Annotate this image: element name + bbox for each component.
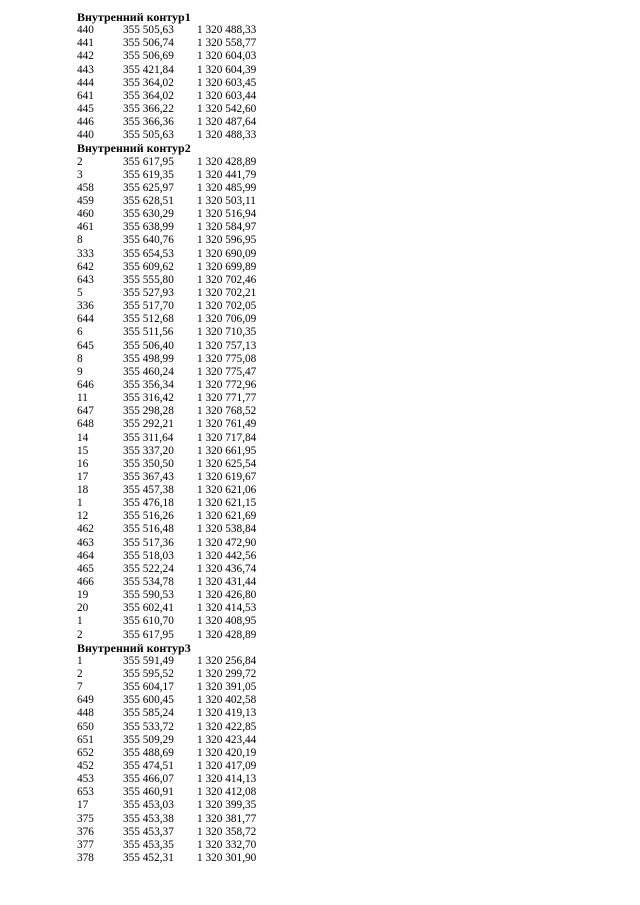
point-number: 14 [77, 431, 89, 444]
coordinate-row [77, 445, 397, 458]
x-coordinate: 355 640,76 [123, 234, 174, 247]
x-coordinate: 355 337,20 [123, 444, 174, 457]
x-coordinate: 355 590,53 [123, 589, 174, 602]
coordinate-row [77, 379, 397, 392]
coordinate-row [77, 668, 397, 681]
point-number: 464 [77, 549, 94, 562]
x-coordinate: 355 457,38 [123, 484, 174, 497]
point-number: 1 [77, 654, 83, 667]
x-coordinate: 355 506,69 [123, 50, 174, 63]
coordinate-row [77, 64, 397, 77]
y-coordinate: 1 320 503,11 [197, 194, 256, 207]
contour-section [77, 142, 397, 641]
x-coordinate: 355 367,43 [123, 470, 174, 483]
coordinate-row [77, 497, 397, 510]
point-number: 448 [77, 707, 94, 720]
x-coordinate: 355 625,97 [123, 181, 174, 194]
y-coordinate: 1 320 428,89 [197, 155, 257, 168]
x-coordinate: 355 517,70 [123, 300, 174, 313]
y-coordinate: 1 320 775,08 [197, 352, 257, 365]
y-coordinate: 1 320 717,84 [197, 431, 257, 444]
point-number: 458 [77, 181, 94, 194]
y-coordinate: 1 320 702,05 [197, 300, 257, 313]
x-coordinate: 355 619,35 [123, 168, 174, 181]
x-coordinate: 355 516,26 [123, 510, 174, 523]
x-coordinate: 355 585,24 [123, 707, 174, 720]
coordinate-row [77, 563, 397, 576]
x-coordinate: 355 452,31 [123, 852, 174, 864]
x-coordinate: 355 517,36 [123, 536, 174, 549]
x-coordinate: 355 617,95 [123, 155, 174, 168]
y-coordinate: 1 320 621,06 [197, 484, 257, 497]
point-number: 9 [77, 365, 83, 378]
coordinate-row [77, 169, 397, 182]
y-coordinate: 1 320 441,79 [197, 168, 257, 181]
x-coordinate: 355 498,99 [123, 352, 174, 365]
point-number: 17 [77, 470, 89, 483]
y-coordinate: 1 320 408,95 [197, 615, 257, 628]
x-coordinate: 355 506,74 [123, 37, 174, 50]
y-coordinate: 1 320 516,94 [197, 208, 257, 221]
point-number: 652 [77, 746, 94, 759]
y-coordinate: 1 320 625,54 [197, 457, 257, 470]
coordinate-row [77, 340, 397, 353]
point-number: 8 [77, 352, 83, 365]
y-coordinate: 1 320 417,09 [197, 760, 257, 773]
coordinate-row [77, 129, 397, 142]
x-coordinate: 355 460,91 [123, 786, 174, 799]
y-coordinate: 1 320 542,60 [197, 102, 257, 115]
x-coordinate: 355 474,51 [123, 760, 174, 773]
point-number: 461 [77, 221, 94, 234]
coordinate-row [77, 523, 397, 536]
coordinate-row [77, 432, 397, 445]
point-number: 643 [77, 273, 94, 286]
point-number: 2 [77, 628, 83, 641]
point-number: 645 [77, 339, 94, 352]
y-coordinate: 1 320 761,49 [197, 418, 257, 431]
x-coordinate: 355 421,84 [123, 63, 174, 76]
point-number: 333 [77, 247, 94, 260]
x-coordinate: 355 602,41 [123, 602, 174, 615]
point-number: 15 [77, 444, 89, 457]
contour-section [77, 11, 397, 142]
y-coordinate: 1 320 414,53 [197, 602, 257, 615]
coordinate-document [77, 11, 397, 865]
coordinate-row [77, 313, 397, 326]
coordinate-row [77, 287, 397, 300]
coordinate-row [77, 182, 397, 195]
y-coordinate: 1 320 702,21 [197, 286, 257, 299]
x-coordinate: 355 609,62 [123, 260, 174, 273]
point-number: 16 [77, 457, 89, 470]
y-coordinate: 1 320 604,03 [197, 50, 257, 63]
y-coordinate: 1 320 488,33 [197, 24, 257, 37]
coordinate-row [77, 826, 397, 839]
point-number: 641 [77, 89, 94, 102]
x-coordinate: 355 356,34 [123, 378, 174, 391]
point-number: 440 [77, 129, 94, 142]
coordinate-row [77, 326, 397, 339]
coordinate-row [77, 208, 397, 221]
y-coordinate: 1 320 419,13 [197, 707, 257, 720]
coordinate-row [77, 707, 397, 720]
y-coordinate: 1 320 431,44 [197, 576, 257, 589]
coordinate-row [77, 786, 397, 799]
coordinate-row [77, 484, 397, 497]
point-number: 377 [77, 838, 94, 851]
coordinate-row [77, 405, 397, 418]
point-number: 642 [77, 260, 94, 273]
x-coordinate: 355 595,52 [123, 668, 174, 681]
y-coordinate: 1 320 423,44 [197, 733, 257, 746]
x-coordinate: 355 453,38 [123, 812, 174, 825]
y-coordinate: 1 320 358,72 [197, 825, 257, 838]
x-coordinate: 355 617,95 [123, 628, 174, 641]
point-number: 376 [77, 825, 94, 838]
point-number: 1 [77, 615, 83, 628]
x-coordinate: 355 488,69 [123, 746, 174, 759]
x-coordinate: 355 604,17 [123, 681, 174, 694]
point-number: 462 [77, 523, 94, 536]
point-number: 20 [77, 602, 89, 615]
coordinate-row [77, 694, 397, 707]
point-number: 651 [77, 733, 94, 746]
point-number: 3 [77, 168, 83, 181]
x-coordinate: 355 453,03 [123, 799, 174, 812]
contour-section [77, 642, 397, 865]
x-coordinate: 355 522,24 [123, 562, 174, 575]
point-number: 644 [77, 313, 94, 326]
point-number: 19 [77, 589, 89, 602]
point-number: 8 [77, 234, 83, 247]
point-number: 441 [77, 37, 94, 50]
x-coordinate: 355 654,53 [123, 247, 174, 260]
coordinate-row [77, 90, 397, 103]
coordinate-row [77, 221, 397, 234]
point-number: 18 [77, 484, 89, 497]
y-coordinate: 1 320 488,33 [197, 129, 257, 142]
point-number: 7 [77, 681, 83, 694]
coordinate-row [77, 681, 397, 694]
x-coordinate: 355 364,02 [123, 89, 174, 102]
coordinate-row [77, 839, 397, 852]
x-coordinate: 355 453,37 [123, 825, 174, 838]
coordinate-row [77, 589, 397, 602]
point-number: 378 [77, 852, 94, 864]
point-number: 11 [77, 392, 88, 405]
coordinate-row [77, 550, 397, 563]
x-coordinate: 355 511,56 [123, 326, 174, 339]
y-coordinate: 1 320 256,84 [197, 654, 257, 667]
y-coordinate: 1 320 381,77 [197, 812, 257, 825]
y-coordinate: 1 320 775,47 [197, 365, 257, 378]
y-coordinate: 1 320 428,89 [197, 628, 257, 641]
coordinate-row [77, 353, 397, 366]
point-number: 646 [77, 378, 94, 391]
coordinate-row [77, 852, 397, 865]
coordinate-row [77, 458, 397, 471]
y-coordinate: 1 320 412,08 [197, 786, 257, 799]
point-number: 466 [77, 576, 94, 589]
point-number: 5 [77, 286, 83, 299]
coordinate-row [77, 615, 397, 628]
x-coordinate: 355 509,29 [123, 733, 174, 746]
coordinate-row [77, 24, 397, 37]
x-coordinate: 355 505,63 [123, 129, 174, 142]
y-coordinate: 1 320 299,72 [197, 668, 257, 681]
coordinate-row [77, 261, 397, 274]
coordinate-row [77, 116, 397, 129]
x-coordinate: 355 460,24 [123, 365, 174, 378]
coordinate-row [77, 77, 397, 90]
coordinate-row [77, 50, 397, 63]
coordinate-row [77, 156, 397, 169]
coordinate-row [77, 248, 397, 261]
y-coordinate: 1 320 301,90 [197, 852, 257, 864]
coordinate-row [77, 195, 397, 208]
y-coordinate: 1 320 621,15 [197, 497, 257, 510]
coordinate-row [77, 537, 397, 550]
y-coordinate: 1 320 422,85 [197, 720, 257, 733]
y-coordinate: 1 320 487,64 [197, 116, 257, 129]
point-number: 1 [77, 497, 83, 510]
section-title: Внутренний контур2 [77, 141, 191, 156]
y-coordinate: 1 320 426,80 [197, 589, 257, 602]
coordinate-row [77, 773, 397, 786]
point-number: 647 [77, 405, 94, 418]
x-coordinate: 355 533,72 [123, 720, 174, 733]
coordinate-row [77, 629, 397, 642]
y-coordinate: 1 320 414,13 [197, 773, 257, 786]
point-number: 2 [77, 668, 83, 681]
y-coordinate: 1 320 420,19 [197, 746, 257, 759]
coordinate-row [77, 103, 397, 116]
y-coordinate: 1 320 771,77 [197, 392, 257, 405]
y-coordinate: 1 320 604,39 [197, 63, 257, 76]
coordinate-row [77, 392, 397, 405]
coordinate-row [77, 760, 397, 773]
coordinate-row [77, 274, 397, 287]
point-number: 12 [77, 510, 89, 523]
x-coordinate: 355 555,80 [123, 273, 174, 286]
point-number: 443 [77, 63, 94, 76]
x-coordinate: 355 311,64 [123, 431, 174, 444]
coordinate-row [77, 734, 397, 747]
section-title: Внутренний контур1 [77, 10, 191, 24]
point-number: 440 [77, 24, 94, 37]
y-coordinate: 1 320 391,05 [197, 681, 257, 694]
point-number: 653 [77, 786, 94, 799]
x-coordinate: 355 466,07 [123, 773, 174, 786]
x-coordinate: 355 600,45 [123, 694, 174, 707]
y-coordinate: 1 320 702,46 [197, 273, 257, 286]
coordinate-row [77, 366, 397, 379]
coordinate-row [77, 471, 397, 484]
y-coordinate: 1 320 661,95 [197, 444, 257, 457]
x-coordinate: 355 518,03 [123, 549, 174, 562]
point-number: 452 [77, 760, 94, 773]
point-number: 650 [77, 720, 94, 733]
y-coordinate: 1 320 690,09 [197, 247, 257, 260]
point-number: 375 [77, 812, 94, 825]
y-coordinate: 1 320 621,69 [197, 510, 257, 523]
y-coordinate: 1 320 768,52 [197, 405, 257, 418]
point-number: 465 [77, 562, 94, 575]
x-coordinate: 355 364,02 [123, 76, 174, 89]
y-coordinate: 1 320 472,90 [197, 536, 257, 549]
y-coordinate: 1 320 772,96 [197, 378, 257, 391]
y-coordinate: 1 320 603,45 [197, 76, 257, 89]
y-coordinate: 1 320 757,13 [197, 339, 257, 352]
x-coordinate: 355 476,18 [123, 497, 174, 510]
point-number: 6 [77, 326, 83, 339]
x-coordinate: 355 350,50 [123, 457, 174, 470]
point-number: 453 [77, 773, 94, 786]
x-coordinate: 355 527,93 [123, 286, 174, 299]
point-number: 446 [77, 116, 94, 129]
point-number: 2 [77, 155, 83, 168]
coordinate-row [77, 799, 397, 812]
y-coordinate: 1 320 485,99 [197, 181, 257, 194]
x-coordinate: 355 506,40 [123, 339, 174, 352]
section-title: Внутренний контур3 [77, 640, 191, 655]
y-coordinate: 1 320 699,89 [197, 260, 257, 273]
x-coordinate: 355 610,70 [123, 615, 174, 628]
coordinate-row [77, 510, 397, 523]
coordinate-row [77, 576, 397, 589]
point-number: 442 [77, 50, 94, 63]
y-coordinate: 1 320 603,44 [197, 89, 257, 102]
point-number: 17 [77, 799, 89, 812]
coordinate-row [77, 602, 397, 615]
x-coordinate: 355 316,42 [123, 392, 174, 405]
y-coordinate: 1 320 710,35 [197, 326, 257, 339]
point-number: 445 [77, 102, 94, 115]
coordinate-row [77, 747, 397, 760]
x-coordinate: 355 366,36 [123, 116, 174, 129]
y-coordinate: 1 320 619,67 [197, 470, 257, 483]
point-number: 648 [77, 418, 94, 431]
point-number: 459 [77, 194, 94, 207]
coordinate-row [77, 37, 397, 50]
x-coordinate: 355 292,21 [123, 418, 174, 431]
point-number: 444 [77, 76, 94, 89]
y-coordinate: 1 320 538,84 [197, 523, 257, 536]
y-coordinate: 1 320 436,74 [197, 562, 257, 575]
x-coordinate: 355 298,28 [123, 405, 174, 418]
y-coordinate: 1 320 706,09 [197, 313, 257, 326]
y-coordinate: 1 320 442,56 [197, 549, 257, 562]
coordinate-row [77, 813, 397, 826]
x-coordinate: 355 366,22 [123, 102, 174, 115]
point-number: 460 [77, 208, 94, 221]
y-coordinate: 1 320 399,35 [197, 799, 257, 812]
x-coordinate: 355 628,51 [123, 194, 174, 207]
x-coordinate: 355 534,78 [123, 576, 174, 589]
point-number: 649 [77, 694, 94, 707]
x-coordinate: 355 453,35 [123, 838, 174, 851]
coordinate-row [77, 418, 397, 431]
coordinate-row [77, 721, 397, 734]
y-coordinate: 1 320 596,95 [197, 234, 257, 247]
y-coordinate: 1 320 558,77 [197, 37, 257, 50]
y-coordinate: 1 320 402,58 [197, 694, 257, 707]
x-coordinate: 355 516,48 [123, 523, 174, 536]
y-coordinate: 1 320 584,97 [197, 221, 257, 234]
coordinate-row [77, 300, 397, 313]
x-coordinate: 355 630,29 [123, 208, 174, 221]
point-number: 463 [77, 536, 94, 549]
y-coordinate: 1 320 332,70 [197, 838, 257, 851]
x-coordinate: 355 591,49 [123, 654, 174, 667]
point-number: 336 [77, 300, 94, 313]
x-coordinate: 355 638,99 [123, 221, 174, 234]
x-coordinate: 355 512,68 [123, 313, 174, 326]
coordinate-row [77, 234, 397, 247]
coordinate-row [77, 655, 397, 668]
x-coordinate: 355 505,63 [123, 24, 174, 37]
